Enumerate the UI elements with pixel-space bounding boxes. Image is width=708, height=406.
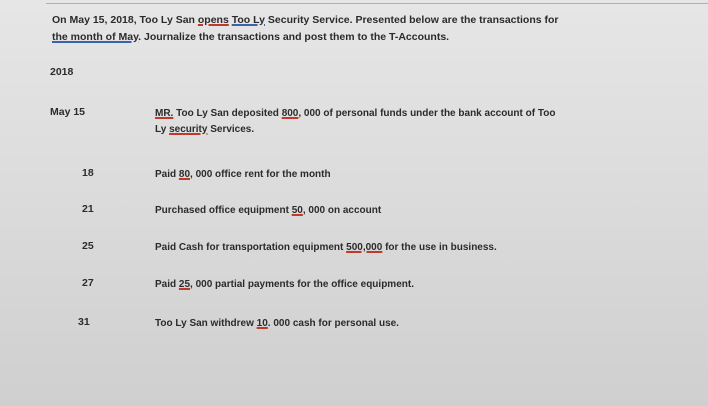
intro-owner-name: Too Ly	[231, 14, 265, 26]
transaction-date: 31	[78, 316, 90, 328]
problem-intro	[52, 12, 692, 46]
description-line	[155, 167, 680, 183]
description-amount: 50	[291, 205, 303, 216]
description-amount: 10	[256, 318, 268, 329]
intro-opens: opens	[197, 14, 229, 26]
transaction-description	[155, 167, 680, 183]
description-line	[155, 277, 680, 293]
description-amount: 80	[178, 169, 191, 180]
description-amount: 800	[281, 108, 299, 119]
intro-line-2	[52, 29, 692, 46]
description-line	[155, 122, 680, 138]
description-text: , 000 on account	[302, 205, 382, 216]
description-text: Purchased office equipment	[155, 205, 292, 216]
transaction-date: May 15	[50, 106, 86, 118]
description-amount: 25	[178, 279, 191, 290]
description-text: Paid Cash for transportation equipment	[155, 242, 347, 253]
description-text: Ly	[155, 124, 170, 135]
transaction-date: 27	[82, 277, 94, 289]
year-heading: 2018	[50, 66, 74, 78]
intro-month: the month of May	[52, 31, 139, 43]
transaction-date: 25	[82, 240, 94, 252]
description-text: , 000 partial payments for the office equipment.	[190, 279, 414, 290]
description-text: Paid	[155, 169, 179, 180]
description-text: . 000 cash for personal use.	[267, 318, 399, 329]
transaction-description	[155, 203, 680, 219]
intro-line-1	[52, 12, 692, 29]
description-line	[155, 316, 680, 332]
transaction-description	[155, 277, 680, 293]
intro-text: On May 15, 2018, Too Ly San	[52, 14, 198, 26]
description-text: , 000 office rent for the month	[190, 169, 331, 180]
description-line	[155, 203, 680, 219]
description-text: Paid	[155, 279, 179, 290]
description-security: security	[169, 124, 208, 135]
transaction-description	[155, 106, 680, 138]
description-text: , 000 of personal funds under the bank account of Too	[298, 108, 556, 119]
description-text: Services.	[207, 124, 255, 135]
description-text: Too Ly San withdrew	[155, 318, 257, 329]
transaction-description	[155, 240, 680, 256]
description-mr: MR.	[155, 108, 174, 119]
description-amount: 500,000	[346, 242, 383, 253]
description-line	[155, 106, 680, 122]
transaction-description	[155, 316, 680, 332]
intro-text: . Journalize the transactions and post them to the T-Accounts.	[138, 31, 450, 43]
transaction-date: 21	[82, 203, 94, 215]
intro-text: Security Service. Presented below are the transactions for	[264, 14, 559, 26]
transaction-date: 18	[82, 167, 94, 179]
description-line	[155, 240, 680, 256]
top-rule	[46, 3, 708, 4]
description-text: Too Ly San deposited	[173, 108, 282, 119]
description-text: for the use in business.	[382, 242, 497, 253]
